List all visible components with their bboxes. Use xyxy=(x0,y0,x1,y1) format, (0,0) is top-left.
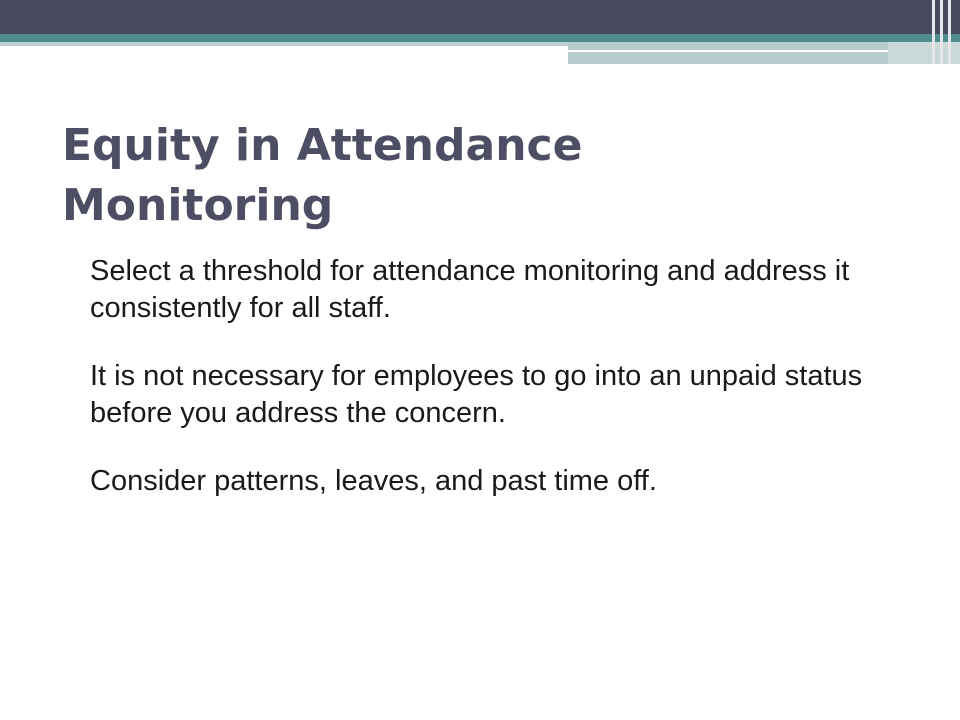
slide-body xyxy=(90,253,890,531)
header-teal-bar xyxy=(0,34,960,42)
body-paragraph: Select a threshold for attendance monitoring and address it consistently for all staff. xyxy=(90,255,850,324)
header-vertical-line xyxy=(948,0,951,64)
header-vertical-line xyxy=(932,0,935,64)
header-light-bar-left xyxy=(0,42,568,46)
body-paragraph: Consider patterns, leaves, and past time off. xyxy=(90,465,657,497)
header-vertical-line xyxy=(940,0,943,64)
header-dark-bar xyxy=(0,0,960,34)
header-vertical-lines xyxy=(928,0,960,64)
header-light-bar-middle xyxy=(568,42,888,64)
body-paragraph: It is not necessary for employees to go into an unpaid status before you address the concern. xyxy=(90,360,863,429)
slide-title: Equity in Attendance Monitoring xyxy=(62,120,583,231)
header-light-bar-highlight xyxy=(568,50,888,52)
